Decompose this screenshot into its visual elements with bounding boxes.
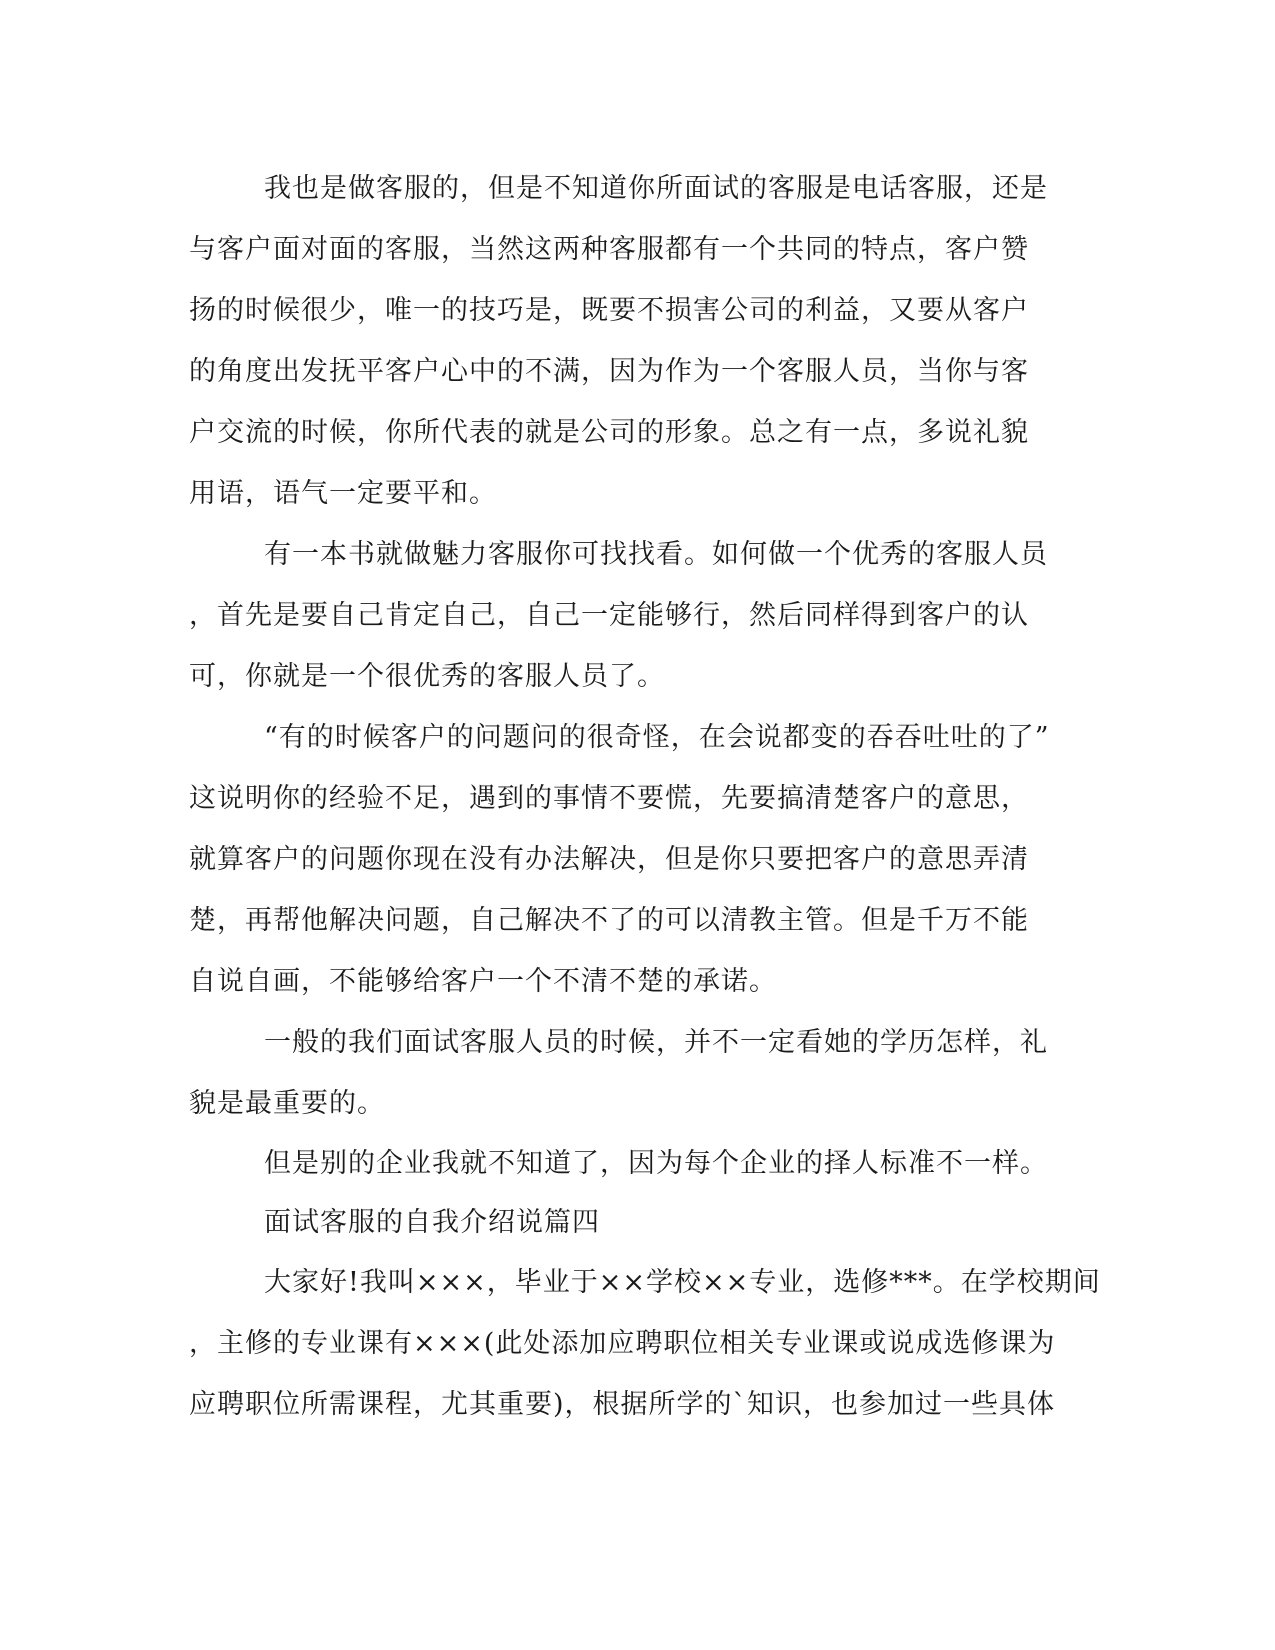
paragraph-3-line-5: 自说自画，不能够给客户一个不清不楚的承诺。 [189, 966, 777, 997]
paragraph-1-line-3: 扬的时候很少，唯一的技巧是，既要不损害公司的利益，又要从客户 [189, 295, 1029, 326]
paragraph-6-line-1: 大家好!我叫×××，毕业于××学校××专业，选修***。在学校期间 [264, 1267, 1101, 1298]
paragraph-6-line-2: ，主修的专业课有×××(此处添加应聘职位相关专业课或说成选修课为 [189, 1328, 1056, 1359]
paragraph-2-line-1: 有一本书就做魅力客服你可找找看。如何做一个优秀的客服人员 [264, 539, 1048, 570]
section-heading: 面试客服的自我介绍说篇四 [264, 1207, 600, 1238]
paragraph-1-line-2: 与客户面对面的客服，当然这两种客服都有一个共同的特点，客户赞 [189, 234, 1029, 265]
paragraph-2-line-3: 可，你就是一个很优秀的客服人员了。 [189, 661, 665, 692]
paragraph-6-line-3: 应聘职位所需课程，尤其重要)，根据所学的`知识，也参加过一些具体 [189, 1389, 1056, 1420]
paragraph-1-line-5: 户交流的时候，你所代表的就是公司的形象。总之有一点，多说礼貌 [189, 417, 1029, 448]
document-body [189, 158, 1101, 1435]
paragraph-4-line-2: 貌是最重要的。 [189, 1088, 385, 1119]
paragraph-1-line-6: 用语，语气一定要平和。 [189, 478, 497, 509]
paragraph-3-line-4: 楚，再帮他解决问题，自己解决不了的可以清教主管。但是千万不能 [189, 905, 1029, 936]
paragraph-5-line-1: 但是别的企业我就不知道了，因为每个企业的择人标准不一样。 [264, 1148, 1048, 1179]
paragraph-1-line-4: 的角度出发抚平客户心中的不满，因为作为一个客服人员，当你与客 [189, 356, 1029, 387]
paragraph-2-line-2: ，首先是要自己肯定自己，自己一定能够行，然后同样得到客户的认 [189, 600, 1029, 631]
paragraph-3-line-3: 就算客户的问题你现在没有办法解决，但是你只要把客户的意思弄清 [189, 844, 1029, 875]
paragraph-1-line-1: 我也是做客服的，但是不知道你所面试的客服是电话客服，还是 [264, 173, 1048, 204]
paragraph-3-line-2: 这说明你的经验不足，遇到的事情不要慌，先要搞清楚客户的意思， [189, 783, 1029, 814]
paragraph-3-line-1: “有的时候客户的问题问的很奇怪，在会说都变的吞吞吐吐的了” [264, 722, 1050, 753]
paragraph-4-line-1: 一般的我们面试客服人员的时候，并不一定看她的学历怎样，礼 [264, 1027, 1048, 1058]
